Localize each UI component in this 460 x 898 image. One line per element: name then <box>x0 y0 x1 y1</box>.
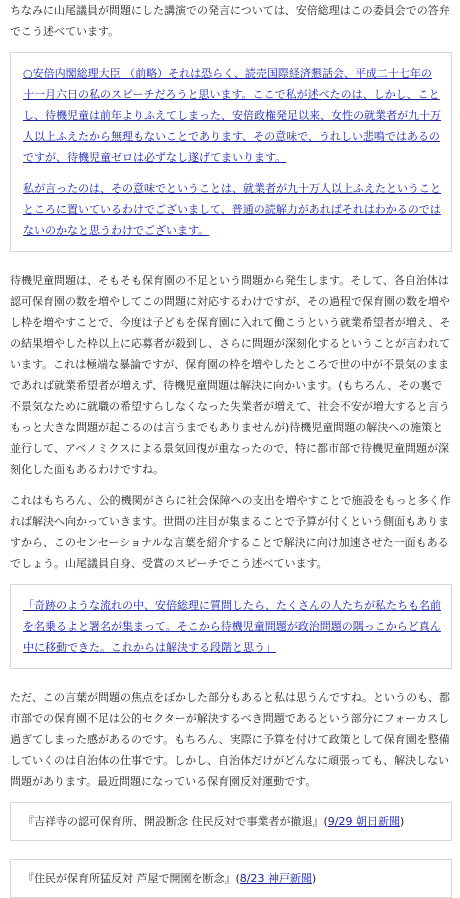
quote-abe-paragraph-1[interactable] <box>23 63 441 168</box>
quote-yamao-paragraph[interactable] <box>23 595 441 658</box>
quote-box-abe <box>10 52 452 252</box>
reference-kobe-link[interactable]: 8/23 神戸新聞 <box>239 872 312 885</box>
quote-yamao-link[interactable]: 「奇跡のような流れの中、安倍総理に質問したら、たくさんの人たちが私たちも名前を名乗るよと署名が集まって。そこから待機児童問題が政治問題の隅っこからど真ん中に移動できた。これからは解決する段階と思う」 <box>23 599 441 654</box>
reference-kobe-close: ) <box>312 872 317 885</box>
reference-asahi-close: ) <box>400 815 405 828</box>
reference-kobe-title: 『住民が保育所猛反対 芦屋で開園を断念』( <box>23 872 240 885</box>
body-paragraph-2: これはもちろん、公的機関がさらに社会保障への支出を増やすことで施設をもっと多く作れば解決へ向かっていきます。世間の注目が集まることで予算が付くという側面もありますから、このセンセーショナルな言葉を紹介することで解決に向け加速させた一面もあるでしょう。山尾議員自身、受賞のスピーチでこう述べています。 <box>10 494 451 570</box>
quote-abe-link-1[interactable]: ○安倍内閣総理大臣 （前略）それは恐らく、読売国際経済懇話会、平成二十七年の十一月六日の私のスピーチだろうと思います。ここで私が述べたのは、しかし、ことし、待機児童は前年よりふえてしまった、安倍政権発足以来、女性の就業者が九十万人以上ふえたから無理もないことであります、その意味で、うれしい悲鳴ではあるのですが、待機児童ゼロは必ずなし遂げてまいります。 <box>23 67 441 164</box>
reference-asahi-link[interactable]: 9/29 朝日新聞 <box>327 815 400 828</box>
body-paragraph-3: ただ、この言葉が問題の焦点をぼかした部分もあると私は思うんですね。というのも、都市部での保育園不足は公的セクターが解決するべき問題であるという部分にフォーカスし過ぎてしまった感があるのです。もちろん、実際に予算を付けて政策として保育園を整備していくのは自治体の仕事です。しかし、自治体だけがどんなに頑張っても、解決しない問題があります。最近問題になっている保育園反対運動です。 <box>10 691 450 788</box>
reference-asahi <box>23 811 441 832</box>
reference-box-kobe <box>10 859 452 898</box>
quote-abe-paragraph-2[interactable] <box>23 178 441 241</box>
reference-asahi-title: 『吉祥寺の認可保育所、開設断念 住民反対で事業者が撤退』( <box>23 815 328 828</box>
reference-kobe <box>23 868 441 889</box>
intro-paragraph: ちなみに山尾議員が問題にした講演での発言については、安倍総理はこの委員会での答弁でこう述べています。 <box>10 4 450 38</box>
quote-box-yamao <box>10 584 452 669</box>
body-paragraph-1: 待機児童問題は、そもそも保育園の不足という問題から発生します。そして、各自治体は認可保育園の数を増やしてこの問題に対応するわけですが、その過程で保育園の数を増やし枠を増やすことで、今度は子どもを保育園に入れて働こうという就業希望者が増え、その結果増やした枠以上に応募者が殺到し、さらに問題が深刻化するということが言われています。これは極端な暴論ですが、保育園の枠を増やしたところで世の中が不景気のままであれば就業希望者が増えず、待機児童問題は解決に向かいます。(もちろん、その裏で不景気なために就職の希望すらしなくなった失業者が増えて、社会不安が増大すると言うもっと大きな問題が起こるのは言うまでもありませんが)待機児童問題の解決への施策と並行して、アベノミクスによる景気回復が重なったので、特に都市部で待機児童問題が深刻化した面もあるわけですね。 <box>10 274 451 476</box>
reference-box-asahi <box>10 802 452 841</box>
quote-abe-link-2[interactable]: 私が言ったのは、その意味でということは、就業者が九十万人以上ふえたということところに置いているわけでございまして、普通の読解力があればそれはわかるのではないのかなと思うわけでございます。 <box>23 182 441 237</box>
